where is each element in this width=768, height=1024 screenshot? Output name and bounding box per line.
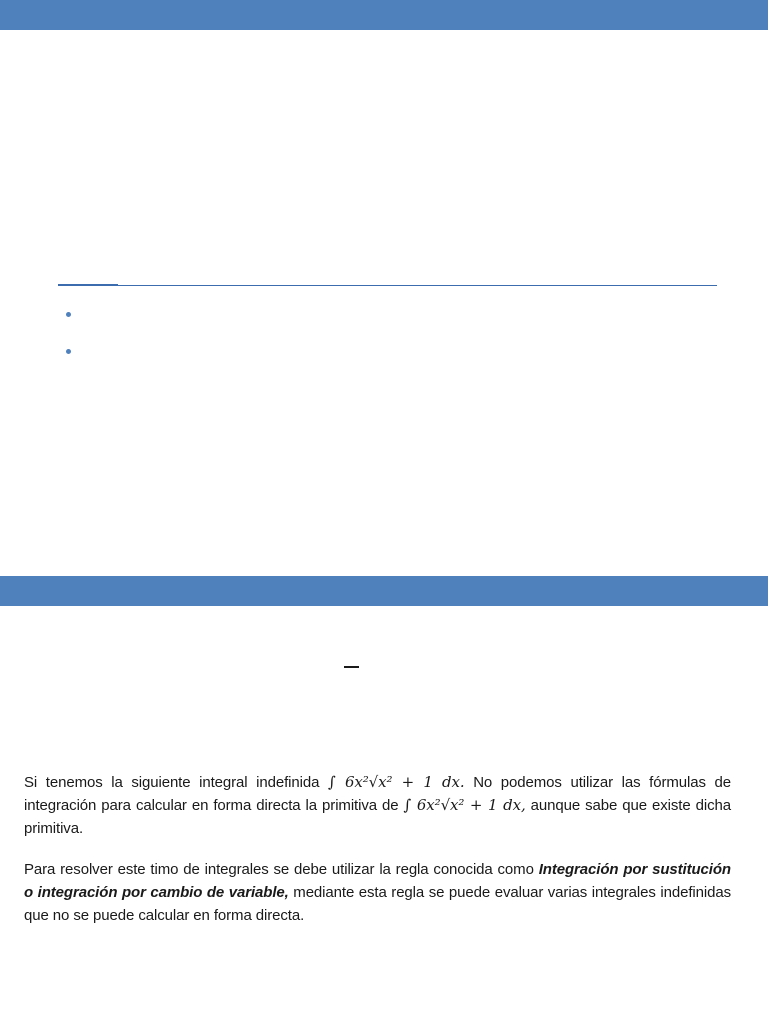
bullet-dot-2 <box>66 349 71 354</box>
top-header-band <box>0 0 768 30</box>
integral-expression-2: ∫ 6x²√x² + 1 dx, <box>403 796 526 814</box>
p2-text-b: mediante esta regla se puede evaluar varias integrales indefinidas que no se puede calcular en forma directa. <box>24 884 731 924</box>
section-header-band <box>0 576 768 606</box>
dash-mark <box>344 666 359 668</box>
p1-text-c: aunque sabe que existe dicha primitiva. <box>24 797 731 837</box>
integral-expression-1: ∫ 6x²√x² + 1 dx. <box>328 773 465 791</box>
p2-text-a: Para resolver este timo de integrales se debe utilizar la regla conocida como <box>24 861 534 878</box>
p1-text-b: No podemos utilizar las fórmulas de integración para calcular en forma directa la primitiva de <box>24 774 731 814</box>
heading-rule <box>58 285 717 286</box>
paragraph-substitution-method <box>24 858 731 927</box>
p2-emphasis: Integración por sustitución o integración por cambio de variable, <box>24 861 731 901</box>
paragraph-integral-intro <box>24 771 731 840</box>
p1-text-a: Si tenemos la siguiente integral indefinida <box>24 774 320 791</box>
bullet-dot-1 <box>66 312 71 317</box>
